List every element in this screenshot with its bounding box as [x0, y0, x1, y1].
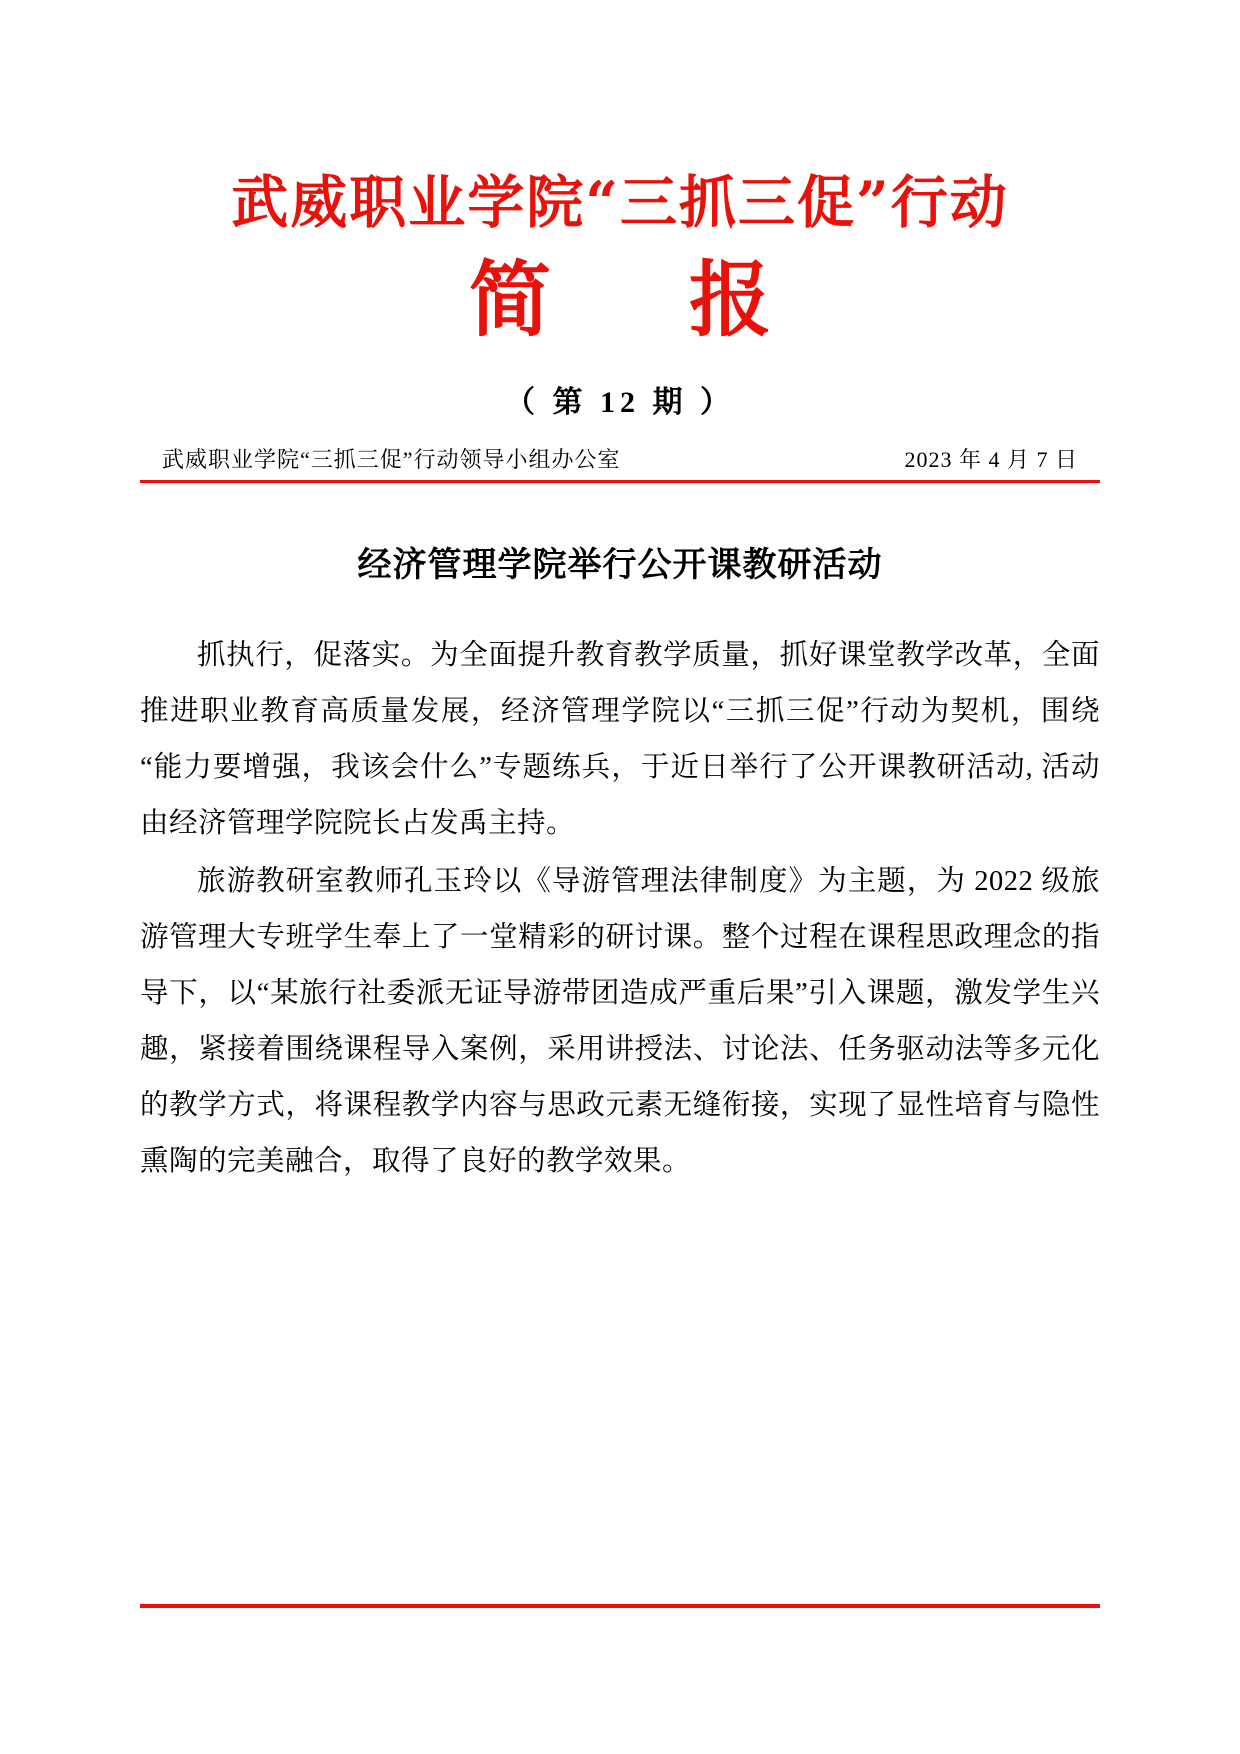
- masthead: [140, 0, 1100, 421]
- issuing-office: 武威职业学院“三抓三促”行动领导小组办公室: [162, 447, 621, 473]
- imprint-row: [140, 443, 1100, 480]
- article-title: 经济管理学院举行公开课教研活动: [357, 545, 883, 586]
- publication-date: 2023 年 4 月 7 日: [904, 447, 1078, 473]
- masthead-divider: [140, 480, 1100, 483]
- article-paragraph: 旅游教研室教师孔玉玲以《导游管理法律制度》为主题，为 2022 级旅游管理大专班学生奉上了一堂精彩的研讨课。整个过程在课程思政理念的指导下，以“某旅行社委派无证导游带团造成严重后果”引入课题，激发学生兴趣，紧接着围绕课程导入案例，采用讲授法、讨论法、任务驱动法等多元化的教学方式，将课程教学内容与思政元素无缝衔接，实现了显性培育与隐性熏陶的完美融合，取得了良好的教学效果。: [140, 866, 1100, 1178]
- footer-divider: [140, 1604, 1100, 1608]
- article-body: [140, 628, 1100, 1190]
- masthead-title-line-1: 武威职业学院“三抓三促”行动: [231, 169, 1009, 236]
- issue-number: （ 第 12 期 ）: [505, 386, 735, 420]
- masthead-title-line-2: 简 报: [468, 251, 799, 348]
- article-paragraph: 抓执行，促落实。为全面提升教育教学质量，抓好课堂教学改革，全面推进职业教育高质量发展，经济管理学院以“三抓三促”行动为契机，围绕“能力要增强，我该会什么”专题练兵，于近日举行了公开课教研活动, 活动由经济管理学院院长占发禹主持。: [140, 640, 1100, 840]
